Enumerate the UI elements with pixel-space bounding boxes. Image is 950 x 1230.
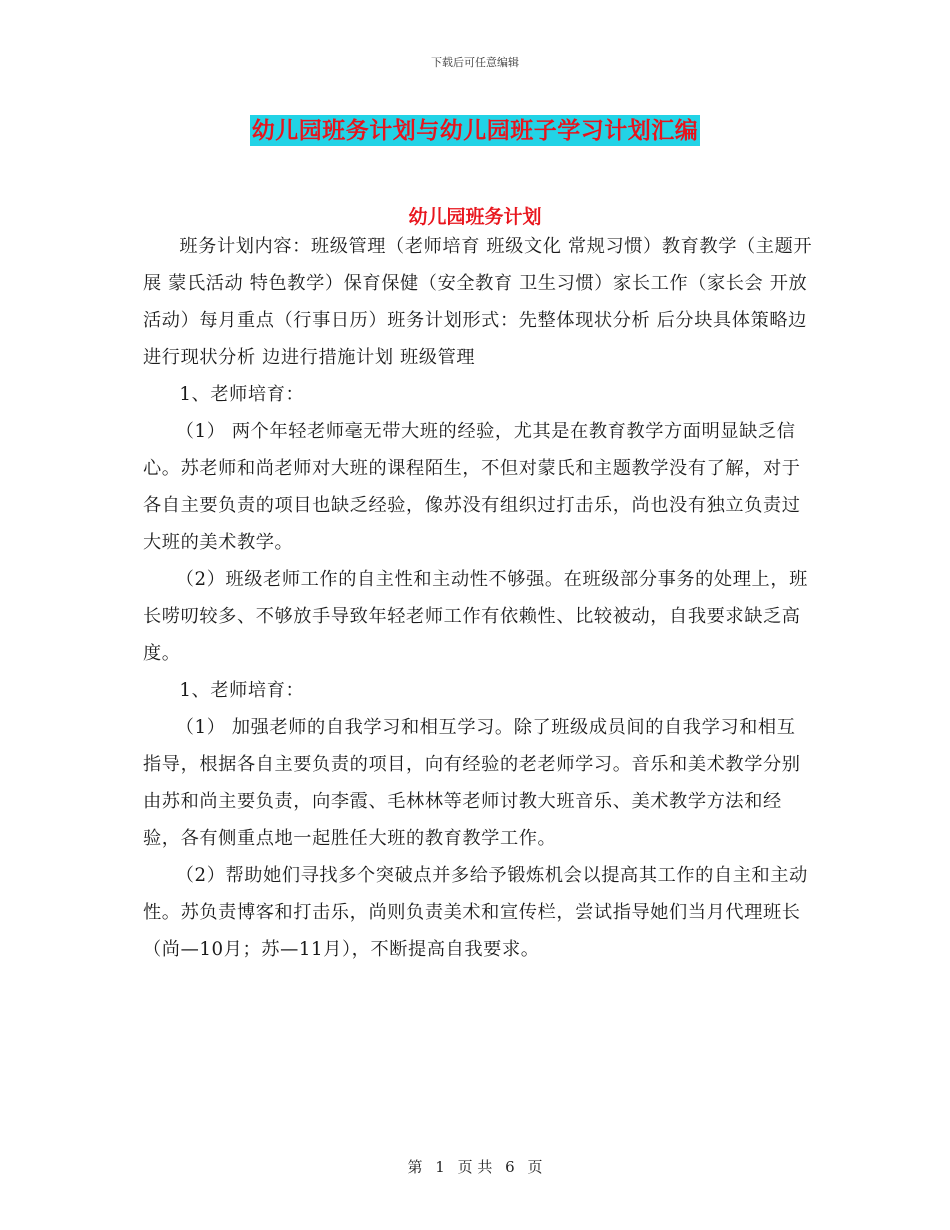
paragraph: （1） 两个年轻老师毫无带大班的经验，尤其是在教育教学方面明显缺乏信心。苏老师和尚老师对大班的课程陌生，不但对蒙氏和主题教学没有了解，对于各自主要负责的项目也缺乏经验，像苏没有组织过打击乐，尚也没有独立负责过大班的美术教学。 [143, 421, 801, 553]
document-title [0, 112, 950, 145]
total-page-number: 6 [505, 1158, 515, 1176]
page-footer [0, 1156, 950, 1177]
document-body [143, 228, 813, 968]
header-note: 下载后可任意编辑 [431, 56, 519, 69]
paragraph: （1） 加强老师的自我学习和相互学习。除了班级成员间的自我学习和相互指导，根据各自主要负责的项目，向有经验的老老师学习。音乐和美术教学分别由苏和尚主要负责，向李霞、毛林林等老师讨教大班音乐、美术教学方法和经验，各有侧重点地一起胜任大班的教育教学工作。 [143, 717, 801, 849]
paragraph-heading: 1、老师培育： [179, 384, 305, 405]
section-title: 幼儿园班务计划 [408, 206, 542, 228]
document-title-text: 幼儿园班务计划与幼儿园班子学习计划汇编 [251, 117, 699, 144]
paragraph: （2）帮助她们寻找多个突破点并多给予锻炼机会以提高其工作的自主和主动性。苏负责博客和打击乐，尚则负责美术和宣传栏，尝试指导她们当月代理班长（尚—10月；苏—11月），不断提高自我要求。 [143, 865, 808, 960]
footer-prefix: 第 [407, 1158, 423, 1176]
footer-mid: 页 共 [457, 1158, 493, 1176]
footer-suffix: 页 [527, 1158, 543, 1176]
paragraph: 班务计划内容：班级管理（老师培育 班级文化 常规习惯）教育教学（主题开展 蒙氏活动 特色教学）保育保健（安全教育 卫生习惯）家长工作（家长会 开放活动）每月重点（行事日历）班务计划形式：先整体现状分析 后分块具体策略边进行现状分析 边进行措施计划 班级管理 [143, 236, 813, 368]
paragraph: （2）班级老师工作的自主性和主动性不够强。在班级部分事务的处理上，班长唠叨较多、不够放手导致年轻老师工作有依赖性、比较被动，自我要求缺乏高度。 [143, 569, 808, 664]
paragraph-heading: 1、老师培育： [179, 680, 305, 701]
current-page-number: 1 [435, 1158, 445, 1176]
